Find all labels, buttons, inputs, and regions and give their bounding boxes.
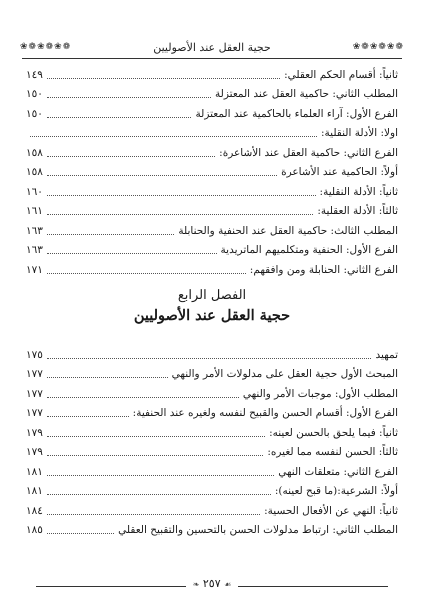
toc-bottom-list — [26, 342, 398, 537]
page-header — [20, 38, 404, 56]
toc-entry-title: اولا: الأدلة النقلية: — [320, 127, 398, 139]
toc-leader-dots — [47, 376, 168, 378]
toc-entry-title: الفرع الأول: أقسام الحسن والقبيح لنفسه ولغيره عند الحنفية: — [132, 407, 398, 419]
toc-leader-dots — [47, 213, 313, 215]
toc-entry — [26, 121, 398, 141]
toc-leader-dots — [47, 357, 372, 359]
running-title: حجية العقل عند الأصوليين — [153, 40, 271, 54]
toc-entry-page: ١٧١ — [26, 263, 43, 276]
toc-entry-title: الفرع الأول: الحنفية ومتكلميهم الماتريدية — [220, 244, 398, 256]
toc-leader-dots — [47, 233, 174, 235]
toc-leader-dots — [47, 116, 192, 118]
chapter-label: الفصل الرابع — [177, 288, 247, 303]
toc-entry — [26, 459, 398, 479]
toc-entry-page: ١٥٠ — [26, 88, 43, 100]
toc-entry-page: ١٥٨ — [26, 166, 43, 178]
toc-entry-title: المطلب الأول: موجبات الأمر والنهي — [242, 387, 398, 400]
toc-entry-title: أولاً: الحاكمية عند الأشاعرة — [281, 166, 398, 178]
toc-leader-dots — [47, 272, 246, 274]
toc-leader-dots — [47, 474, 274, 476]
toc-entry-page: ١٧٧ — [26, 387, 43, 400]
chapter-title: حجية العقل عند الأصوليين — [133, 307, 291, 324]
toc-entry — [26, 342, 398, 362]
toc-entry-title: المبحث الأول حجية العقل على مدلولات الأمر والنهي — [171, 368, 398, 380]
toc-entry-title: ثالثاً: الحسن لنفسه مما لغيره: — [267, 446, 398, 458]
toc-entry-page: ١٧٧ — [26, 368, 43, 380]
toc-entry — [26, 179, 398, 199]
toc-entry — [26, 140, 398, 160]
toc-entry-title: الفرع الثاني: الحنابلة ومن وافقهم: — [249, 263, 398, 276]
toc-leader-dots — [47, 396, 239, 398]
toc-entry-page: ١٧٥ — [26, 348, 43, 361]
toc-entry-title: المطلب الثالث: حاكمية العقل عند الحنفية والحنابلة — [178, 224, 398, 237]
toc-top-list — [26, 62, 398, 277]
toc-entry-page: ١٦٣ — [26, 244, 43, 256]
toc-entry-title: المطلب الثاني: ارتباط مدلولات الحسن بالتحسين والتقبيح العقلي — [118, 524, 398, 536]
toc-entry-title: المطلب الثاني: حاكمية العقل عند المعتزلة — [215, 88, 398, 100]
toc-entry-title: ثالثاً: الأدلة العقلية: — [317, 205, 398, 217]
toc-entry-page: ١٨١ — [26, 465, 43, 478]
toc-entry-page: ١٥٨ — [26, 146, 43, 159]
toc-leader-dots — [47, 454, 263, 456]
toc-entry-page: ١٨٤ — [26, 504, 43, 517]
toc-entry-page: ١٧٩ — [26, 426, 43, 439]
toc-entry-page: ١٤٩ — [26, 68, 43, 81]
header-rule — [22, 58, 402, 59]
toc-leader-dots — [47, 493, 271, 495]
toc-entry-page: ١٥٠ — [26, 107, 43, 120]
toc-entry-page: ١٨١ — [26, 485, 43, 497]
toc-entry-page: ١٦٣ — [26, 224, 43, 237]
page-number — [0, 577, 424, 590]
toc-entry-title: ثانياً: النهي عن الأفعال الحسية: — [264, 504, 398, 517]
toc-entry — [26, 160, 398, 180]
toc-leader-dots — [47, 77, 280, 79]
toc-entry-title: تمهيد — [375, 348, 398, 361]
toc-entry-page: ١٧٩ — [26, 446, 43, 458]
toc-entry — [26, 199, 398, 219]
toc-entry — [26, 238, 398, 258]
toc-entry — [26, 440, 398, 460]
toc-leader-dots — [47, 174, 277, 176]
toc-entry — [26, 218, 398, 238]
header-ornament-right: ❀❁❀❁❀❁ — [352, 42, 404, 52]
toc-entry-title: أولاً: الشرعية:(ما قبح لعينه): — [274, 485, 398, 497]
toc-leader-dots — [47, 513, 260, 515]
toc-entry — [26, 401, 398, 421]
folio-deco-left: ❧ — [192, 580, 200, 589]
toc-entry-title: ثانياً: أقسام الحكم العقلي: — [284, 68, 398, 81]
toc-entry-title: ثانياً: فيما يلحق بالحسن لعينه: — [269, 426, 398, 439]
header-ornament-left: ❀❁❀❁❀❁ — [20, 42, 72, 52]
toc-entry-page: ١٨٥ — [26, 524, 43, 536]
toc-leader-dots — [47, 194, 316, 196]
toc-entry-title: الفرع الثاني: متعلقات النهي — [278, 465, 398, 478]
toc-entry — [26, 479, 398, 499]
page-number-text: ٢٥٧ — [202, 577, 221, 590]
chapter-heading — [0, 288, 424, 324]
toc-entry-page: ١٧٧ — [26, 407, 43, 419]
toc-entry-title: ثانياً: الأدلة النقلية: — [319, 185, 398, 198]
toc-entry-page: ١٦١ — [26, 205, 43, 217]
toc-leader-dots — [47, 435, 265, 437]
toc-entry-title: الفرع الأول: آراء العلماء بالحاكمية عند المعتزلة — [195, 107, 398, 120]
toc-entry — [26, 498, 398, 518]
toc-entry — [26, 62, 398, 82]
toc-leader-dots — [47, 96, 211, 98]
toc-entry — [26, 257, 398, 277]
toc-leader-dots — [47, 155, 215, 157]
toc-entry-page: ١٦٠ — [26, 185, 43, 198]
toc-entry — [26, 381, 398, 401]
toc-leader-dots — [47, 415, 129, 417]
toc-leader-dots — [47, 252, 217, 254]
folio-deco-right: ☙ — [224, 580, 232, 589]
toc-entry — [26, 82, 398, 102]
toc-entry — [26, 362, 398, 382]
toc-entry — [26, 518, 398, 538]
toc-leader-dots — [30, 135, 317, 137]
toc-entry-title: الفرع الثاني: حاكمية العقل عند الأشاعرة: — [219, 146, 398, 159]
toc-leader-dots — [47, 532, 114, 534]
toc-entry — [26, 420, 398, 440]
toc-entry — [26, 101, 398, 121]
